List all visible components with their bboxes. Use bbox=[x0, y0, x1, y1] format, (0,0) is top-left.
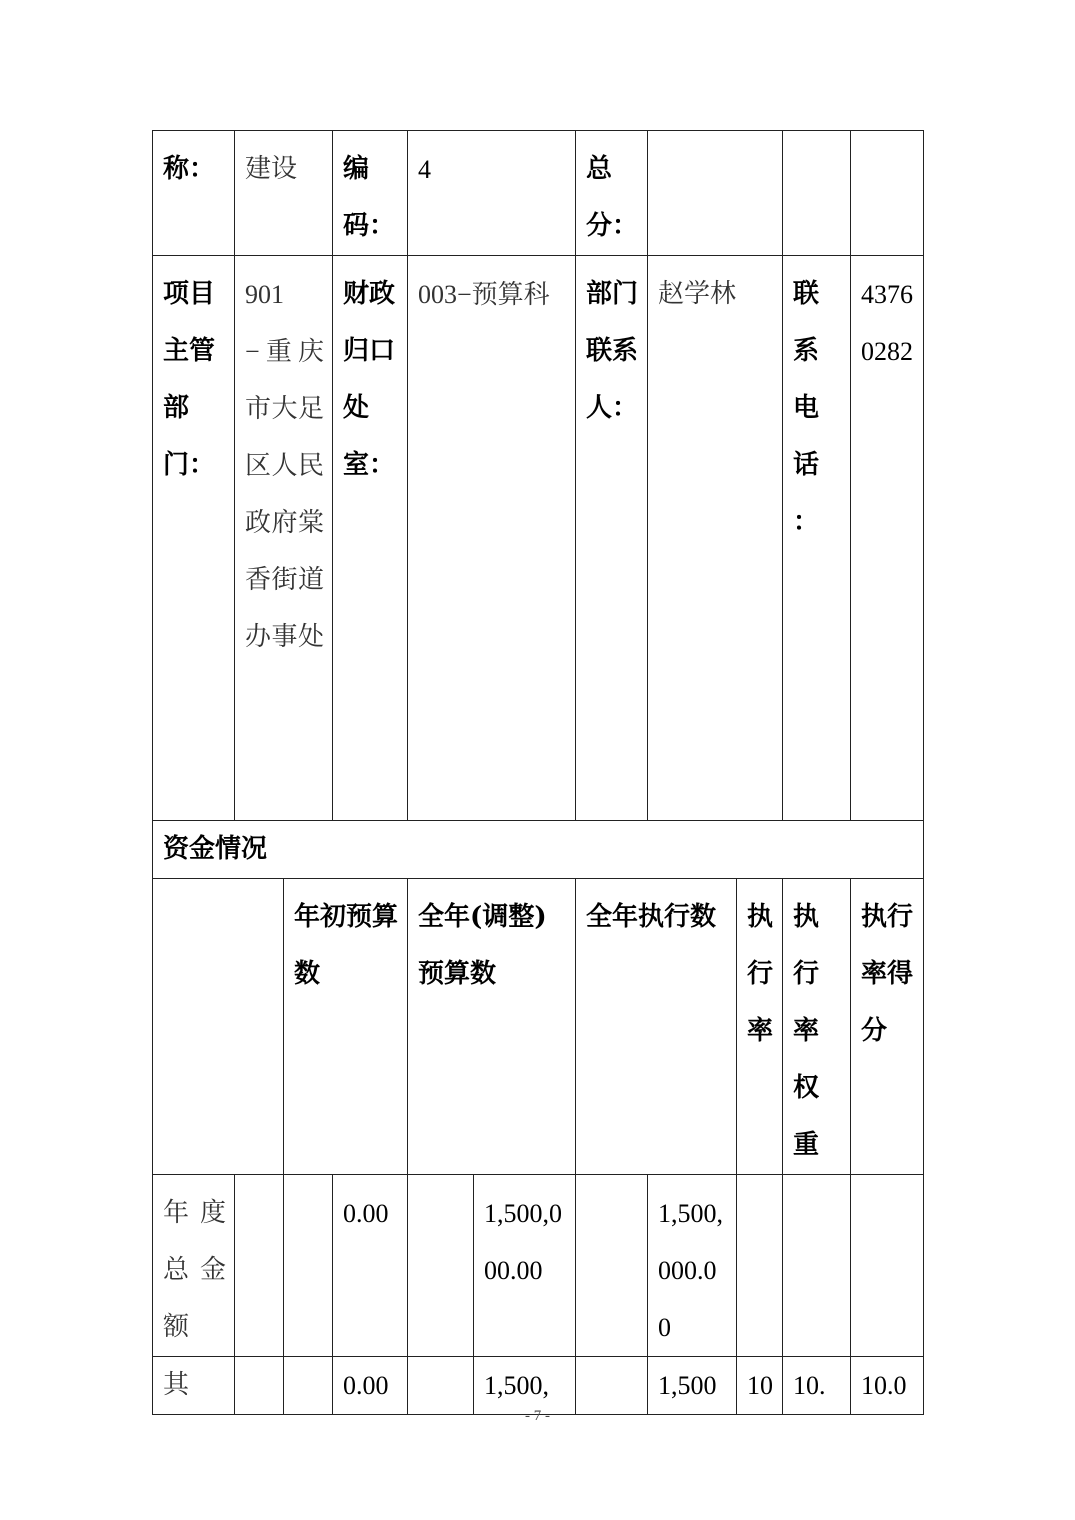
score-value: 10.0 bbox=[851, 1357, 924, 1415]
finance-office-value: 003−预算科 bbox=[408, 256, 576, 821]
funds-section-title: 资金情况 bbox=[153, 821, 924, 879]
project-name-value: 建设 bbox=[235, 131, 333, 256]
dept-value: 901−重庆市大足区人民政府棠香街道办事处 bbox=[235, 256, 333, 821]
executed-value: 1,500 bbox=[648, 1357, 737, 1415]
budget-performance-table bbox=[152, 130, 924, 1415]
adjusted-value: 1,500, bbox=[474, 1357, 576, 1415]
page-number: - 7 - bbox=[525, 1408, 550, 1424]
table-row bbox=[153, 1357, 924, 1415]
finance-office-label: 财政归口处室： bbox=[333, 256, 408, 821]
project-name-label: 称： bbox=[153, 131, 235, 256]
table-row bbox=[153, 1175, 924, 1357]
table-row bbox=[153, 879, 924, 1175]
execution-rate-header: 执行率 bbox=[737, 879, 783, 1175]
project-code-value: 4 bbox=[408, 131, 576, 256]
row-label: 其 bbox=[153, 1357, 235, 1415]
rate-weight-header: 执行率权重 bbox=[783, 879, 851, 1175]
phone-value: 43760282 bbox=[851, 256, 924, 821]
initial-value: 0.00 bbox=[333, 1175, 408, 1357]
adjusted-budget-header: 全年(调整)预算数 bbox=[408, 879, 576, 1175]
initial-value: 0.00 bbox=[333, 1357, 408, 1415]
table-row bbox=[153, 821, 924, 879]
contact-label: 部门联系人： bbox=[576, 256, 648, 821]
total-score-value bbox=[648, 131, 783, 256]
adjusted-value: 1,500,000.00 bbox=[474, 1175, 576, 1357]
annual-execution-header: 全年执行数 bbox=[576, 879, 737, 1175]
dept-label: 项目主管部门： bbox=[153, 256, 235, 821]
score-value bbox=[851, 1175, 924, 1357]
rate-value: 10 bbox=[737, 1357, 783, 1415]
project-code-label: 编码： bbox=[333, 131, 408, 256]
table-row bbox=[153, 131, 924, 256]
contact-value: 赵学林 bbox=[648, 256, 783, 821]
initial-budget-header: 年初预算数 bbox=[284, 879, 408, 1175]
rate-score-header: 执行率得分 bbox=[851, 879, 924, 1175]
rate-value bbox=[737, 1175, 783, 1357]
executed-value: 1,500,000.00 bbox=[648, 1175, 737, 1357]
phone-label: 联系电话： bbox=[783, 256, 851, 821]
weight-value bbox=[783, 1175, 851, 1357]
row-label: 年度总金额 bbox=[153, 1175, 235, 1357]
total-score-label: 总分： bbox=[576, 131, 648, 256]
weight-value: 10. bbox=[783, 1357, 851, 1415]
table-row bbox=[153, 256, 924, 821]
